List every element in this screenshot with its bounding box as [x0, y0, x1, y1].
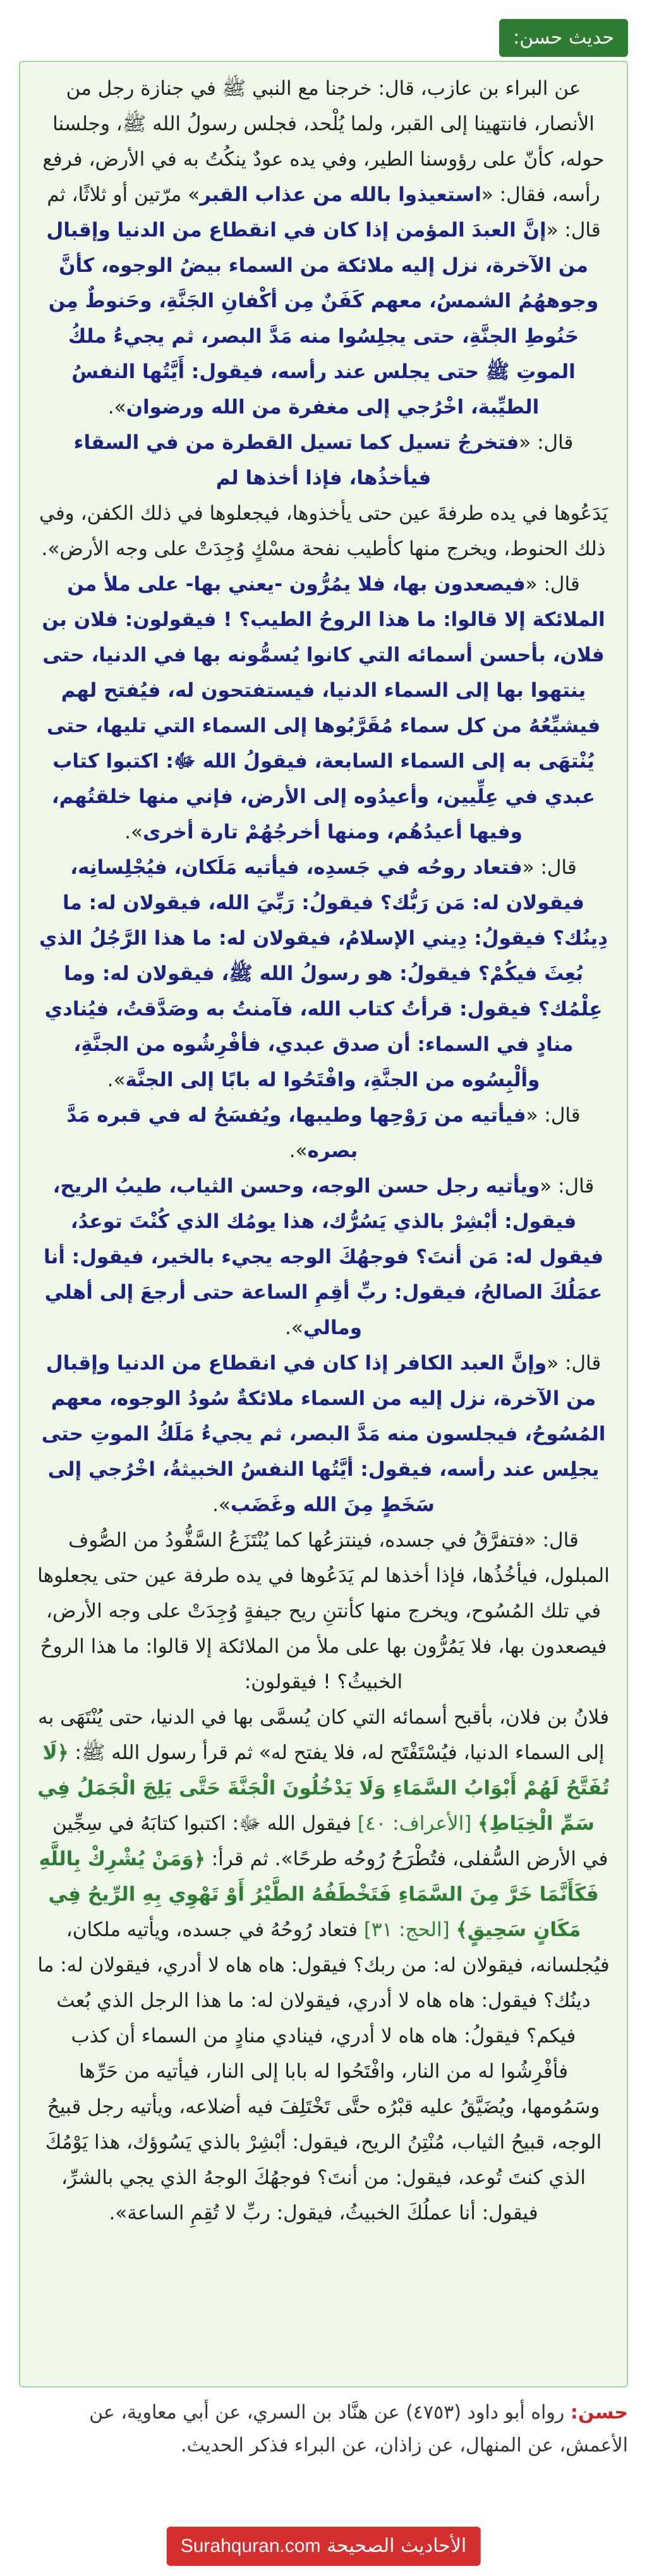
- prophet-quote: وإنَّ العبد الكافر إذا كان في انقطاع من الدنيا وإقبال من الآخرة، نزل إليه من السماء ملائكةٌ سُودُ الوجوه، معهم المُسُوحُ، فيجلسون منه مَدَّ البصر، ثم يجيءُ مَلَكُ الموتِ حتى يجلِس عند رأسه، فيقول: أيَّتُها النفسُ الخبيثةُ، اخْرُجي إلى سَخَطٍ مِنَ الله وغَضَب: [41, 1352, 606, 1516]
- prophet-quote: فتعاد روحُه في جَسدِه، فيأتيه مَلَكان، فيُجْلِسانِه، فيقولان له: مَن رَبُّك؟ فيقولُ: رَبِّيَ الله، فيقولان له: ما دِينُك؟ فيقولُ: دِيني الإسلامُ، فيقولان له: ما هذا الرَّجُلُ الذي بُعِثَ فيكُمْ؟ فيقولُ: هو رسولُ الله ﷺ، فيقولان له: وما عِلْمُك؟ فيقول: قرأتُ كتاب الله، فآمنتُ به وصَدَّقتُ، فيُنادي منادٍ في السماء: أن صدق عبدي، فأفْرِشُوه من الجنَّةِ، وألْبِسُوه من الجنَّةِ، وافْتَحُوا له بابًا إلى الجنَّة: [39, 856, 608, 1091]
- hadith-paragraph-4: [37, 567, 610, 850]
- hadith-paragraph-1: [37, 71, 610, 425]
- source-grade: حسن:: [570, 2401, 628, 2424]
- narration-text: عن البراء بن عازب، قال: خرجنا مع النبي ﷺ في جنازة رجل من الأنصار، فانتهينا إلى القبر، ولما يُلْحد، فجلس رسولُ الله ﷺ، وجلسنا حوله، كأنّ على رؤوسنا الطير، وفي يده عودٌ ينكُتُ به في الأرض، فرفع رأسه، فقال: «: [42, 77, 605, 206]
- prophet-quote: فيصعدون بها، فلا يمُرُّون -يعني بها- على ملأ من الملائكة إلا قالوا: ما هذا الروحُ الطيب؟ ! فيقولون: فلان بن فلان، بأحسن أسمائه التي كانوا يُسمُّونه بها في الدنيا، حتى ينتهوا بها إلى السماء الدنيا، فيستفتحون له، فيُفتح لهم فيشيِّعُهُ من كل سماء مُقَرَّبُوها إلى السماء التي تليها، حتى يُنْتهَى به إلى السماء السابعة، فيقولُ الله ﷻ: اكتبوا كتاب عبدي في عِلِّيين، وأعيدُوه إلى الأرض، فإني منها خلقتُهم، وفيها أعيدُهُم، ومنها أخرجُهُمْ تارة أخرى: [42, 573, 605, 843]
- hadith-paragraph-3: [37, 496, 610, 567]
- quran-verse: ﴿لَا تُفَتَّحُ لَهُمْ أَبْوَابُ السَّمَاءِ وَلَا يَدْخُلُونَ الْجَنَّةَ حَتَّى يَلِجَ الْجَمَلُ فِي سَمِّ الْخِيَاطِ﴾: [37, 1741, 610, 1835]
- narration-text: ».: [107, 396, 126, 419]
- prophet-quote: فيأتيه من رَوْحِها وطيبها، ويُفسَحُ له في قبره مَدَّ بصره: [66, 1104, 526, 1162]
- narration-text: فلانُ بن فلان، بأقبح أسمائه التي كان يُسمَّى بها في الدنيا، حتى يُنْتَهَى به إلى السماء الدنيا، فيُسْتَفْتَح له، فلا يفتح له» ثم قرأ رسول الله ﷺ:: [37, 1706, 610, 1764]
- footer-title: الأحاديث الصحيحة: [327, 2535, 467, 2557]
- narration-text: قال: «: [519, 431, 574, 454]
- hadith-paragraph-6: [37, 1098, 610, 1168]
- narration-text: ».: [124, 821, 143, 843]
- hadith-paragraph-2: [37, 425, 610, 496]
- hadith-paragraph-7: [37, 1168, 610, 1346]
- narration-text: ».: [107, 1069, 126, 1091]
- narration-text: فتعاد رُوحُهُ في جسده، ويأتيه ملكان، فيُجلسانه، فيقولان له: من ربك؟ فيقول: هاه هاه لا أدري، فيقولان له: ما دينُك؟ فيقول: هاه هاه لا أدري، فيقولان له: ما هذا الرجل الذي بُعث فيكم؟ فيقولُ: هاه هاه لا أدري، فينادي منادٍ من السماء أن كذب فأفْرِشُوا له من النار، وافْتَحُوا له بابا إلى النار، فيأتيه من حَرِّها وسَمُومها، ويُضَيَّقُ عليه قبْرُه حتَّى تَخْتَلِفَ فيه أضلاعه، ويأتيه رجل قبيحُ الوجه، قبيحُ الثياب، مُنْتِنُ الريح، فيقول: أبْشِرْ بالذي يَسُوؤك، هذا يَوْمُكَ الذي كنتَ تُوعد، فيقول: من أنتَ؟ فوجهُكَ الوجهُ الذي يجي بالشرِّ، فيقول: أنا عملُكَ الخبيثُ، فيقول: ربِّ لا تُقِمِ الساعة».: [37, 1918, 610, 2224]
- quran-verse: ﴿وَمَنْ يُشْرِكْ بِاللَّهِ فَكَأَنَّمَا خَرَّ مِنَ السَّمَاءِ فَتَخْطَفُهُ الطَّيْرُ أَوْ تَهْوِي بِهِ الرِّيحُ فِي مَكَانٍ سَحِيقٍ﴾: [39, 1848, 599, 1941]
- verse-reference: [الأعراف: ٤٠]: [357, 1812, 478, 1835]
- hadith-paragraph-10: [37, 1700, 610, 2231]
- prophet-quote: ويأتيه رجل حسن الوجه، وحسن الثياب، طيبُ الريح، فيقول: أبْشِرْ بالذي يَسُرُّك، هذا يومُك الذي كُنْتَ توعدُ، فيقول له: مَن أنتَ؟ فوجهُكَ الوجه يجيء بالخير، فيقول: أنا عمَلُكَ الصالحُ، فيقول: ربِّ أقِمِ الساعة حتى أرجعَ إلى أهلي ومالي: [43, 1175, 604, 1339]
- narration-text: قال: «: [525, 573, 580, 596]
- narration-text: قال: «: [526, 1104, 581, 1127]
- narration-text: قال: «فتفرَّقُ في جسده، فينتزعُها كما يُنْتَزَعُ السَّفُّودُ من الصُّوف المبلول، فيأخُذُها، فإذا أخذها لم يَدَعُوها في يده طرفة عين حتى يجعلوها في تلك المُسُوح، ويخرج منها كأنتنِ ريح جيفةٍ وُجِدَتْ على وجه الأرض، فيصعدون بها، فلا يَمُرُّون بها على ملأ من الملائكة إلا قالوا: ما هذا الروحُ الخبيثُ؟ ! فيقولون:: [37, 1529, 610, 1693]
- hadith-paragraph-9: [37, 1523, 610, 1700]
- footer-banner[interactable]: [167, 2527, 481, 2566]
- footer-site[interactable]: Surahquran.com: [180, 2536, 321, 2556]
- prophet-quote: استعيذوا بالله من عذاب القبر: [200, 183, 481, 206]
- prophet-quote: فتخرجُ تسيل كما تسيل القطرة من في السقاء فيأخذُها، فإذا أخذها لم: [73, 431, 519, 489]
- narration-text: ».: [285, 1316, 303, 1339]
- hadith-paragraph-5: [37, 850, 610, 1098]
- narration-text: قال: «: [547, 1352, 602, 1375]
- source-citation: [19, 2396, 628, 2462]
- narration-text: فيقول الله ﷻ: اكتبوا كتابَهُ في سِجِّين في الأرض السُّفلى، فتُطْرَحُ رُوحُه طرحًا». ثم قرأ:: [52, 1812, 608, 1870]
- narration-text: ».: [289, 1139, 308, 1162]
- hadith-text-box: [19, 61, 628, 2388]
- narration-text: يَدَعُوها في يده طرفةَ عين حتى يأخذوها، فيجعلوها في ذلك الكفن، وفي ذلك الحنوط، ويخرج منها كأطيب نفحة مسْكٍ وُجِدَتْ على وجه الأرض».: [39, 502, 608, 560]
- narration-text: قال: «: [522, 856, 577, 879]
- narration-text: قال: «: [540, 1175, 595, 1198]
- prophet-quote: إنَّ العبدَ المؤمن إذا كان في انقطاع من الدنيا وإقبال من الآخرة، نزل إليه ملائكة من السماء بيضُ الوجوه، كأنَّ وجوههُمُ الشمسُ، معهم كَفَنٌ مِن أكْفانِ الجَنَّةِ، وحَنوطٌ مِن حَنُوطِ الجنَّةِ، حتى يجلِسُوا منه مَدَّ البصر، ثم يجيءُ ملكُ الموتِ ﷺ حتى يجلس عند رأسه، فيقول: أَيَّتُها النفسُ الطيِّبة، اخْرُجي إلى مغفرة من الله ورضوان: [46, 219, 599, 419]
- source-text: رواه أبو داود (٤٧٥٣) عن هنَّاد بن السري، عن أبي معاوية، عن الأعمش، عن المنهال، عن زاذان، عن البراء فذكر الحديث.: [89, 2401, 628, 2456]
- narration-text: » مرّتين أو ثلاثًا، ثم قال: «: [47, 183, 601, 242]
- narration-text: ».: [212, 1493, 231, 1516]
- grade-badge: حديث حسن:: [499, 19, 628, 57]
- header-bar: [0, 0, 647, 58]
- verse-reference: [الحج: ٣١]: [363, 1918, 456, 1941]
- hadith-paragraph-8: [37, 1346, 610, 1523]
